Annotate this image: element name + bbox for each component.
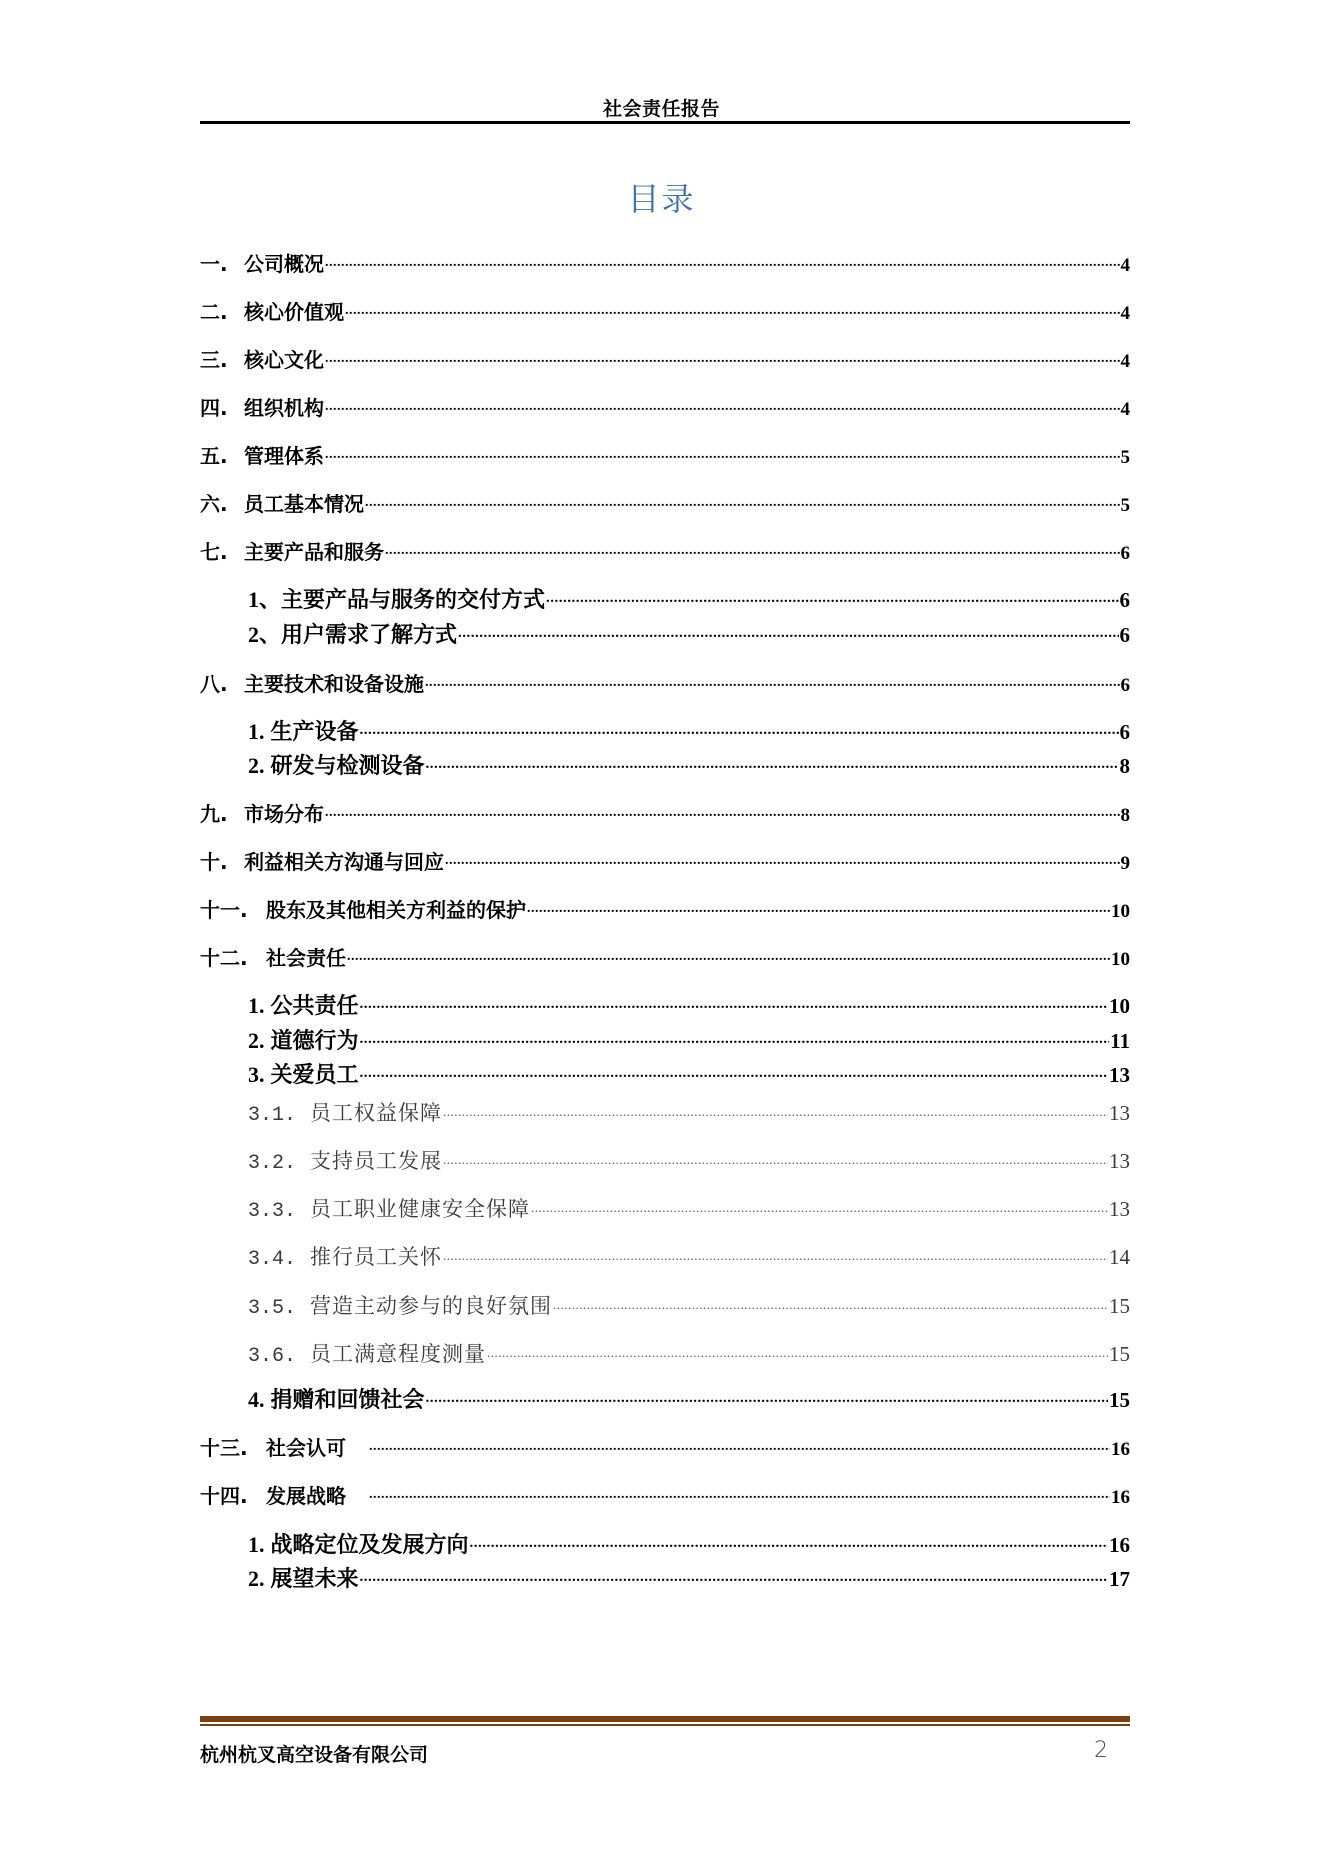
toc-subentry[interactable] — [248, 1058, 1130, 1089]
dot-leader — [443, 1243, 1108, 1264]
toc-entry-page: 4 — [1120, 255, 1130, 276]
dot-leader — [445, 849, 1120, 869]
toc-entry[interactable] — [200, 296, 1130, 325]
footer-divider-thin — [200, 1724, 1130, 1726]
toc-entry-page: 4 — [1120, 351, 1130, 372]
toc-entry-number: 十三. — [200, 1436, 248, 1460]
toc-entry-number: 1. — [248, 719, 265, 744]
dot-leader — [360, 991, 1108, 1013]
toc-entry[interactable] — [200, 248, 1130, 277]
toc-entry-page: 16 — [1111, 1439, 1130, 1460]
dot-leader — [443, 1147, 1108, 1168]
dot-leader — [470, 1530, 1108, 1552]
dot-leader — [369, 1435, 1110, 1455]
toc-subentry[interactable] — [248, 618, 1130, 649]
toc-entry-page: 10 — [1109, 994, 1130, 1018]
toc-entry-label: 股东及其他相关方利益的保护 — [266, 898, 526, 922]
toc-entry-label: 生产设备 — [270, 720, 359, 745]
dot-leader — [325, 801, 1120, 821]
toc-entry-page: 13 — [1109, 1197, 1130, 1221]
toc-entry-page: 16 — [1111, 1487, 1130, 1508]
toc-entry-label: 营造主动参与的良好氛围 — [310, 1294, 552, 1318]
footer-company-name: 杭州杭叉高空设备有限公司 — [200, 1744, 429, 1766]
toc-entry-number: 三. — [200, 348, 228, 372]
toc-subentry[interactable] — [248, 1383, 1130, 1414]
dot-leader — [425, 671, 1120, 691]
toc-entry[interactable] — [200, 846, 1130, 875]
toc-entry-label: 发展战略 — [266, 1484, 346, 1508]
toc-entry-number: 3.6. — [248, 1345, 297, 1368]
toc-entry-label: 员工权益保障 — [310, 1101, 442, 1125]
toc-entry-page: 6 — [1119, 720, 1130, 744]
toc-title: 目录 — [627, 180, 696, 218]
toc-entry-number: 十四. — [200, 1484, 248, 1508]
toc-entry-number: 3.4. — [248, 1248, 297, 1271]
toc-entry-page: 10 — [1111, 949, 1130, 970]
header-divider — [200, 121, 1130, 124]
toc-entry-label: 核心文化 — [244, 348, 324, 372]
dot-leader — [458, 620, 1118, 642]
toc-entry-label: 公共责任 — [270, 994, 359, 1019]
dot-leader — [369, 1483, 1110, 1503]
dot-leader — [360, 1026, 1110, 1048]
toc-entry-label: 社会认可 — [266, 1436, 346, 1460]
toc-entry-number: 六. — [200, 492, 228, 516]
toc-entry-page: 10 — [1111, 901, 1130, 922]
toc-entry-page: 17 — [1109, 1567, 1130, 1591]
toc-entry[interactable] — [200, 488, 1130, 517]
toc-entry-number: 1、 — [248, 587, 282, 612]
toc-subsubentry[interactable] — [248, 1290, 1130, 1320]
toc-entry-number: 五. — [200, 444, 228, 468]
toc-entry-label: 研发与检测设备 — [270, 754, 425, 779]
dot-leader — [443, 1099, 1108, 1120]
toc-entry[interactable] — [200, 668, 1130, 697]
toc-entry-label: 用户需求了解方式 — [281, 623, 458, 648]
toc-entry-page: 16 — [1109, 1533, 1130, 1557]
dot-leader — [360, 1564, 1108, 1586]
toc-entry-number: 1. — [248, 1532, 265, 1557]
dot-leader — [487, 1340, 1108, 1361]
toc-entry-label: 利益相关方沟通与回应 — [244, 850, 444, 874]
toc-entry-label: 组织机构 — [244, 396, 324, 420]
toc-entry[interactable] — [200, 894, 1130, 923]
dot-leader — [546, 585, 1118, 607]
toc-entry-label: 展望未来 — [270, 1567, 359, 1592]
toc-subsubentry[interactable] — [248, 1338, 1130, 1368]
toc-entry-label: 捐赠和回馈社会 — [270, 1388, 425, 1413]
dot-leader — [325, 347, 1120, 367]
dot-leader — [426, 1385, 1108, 1407]
toc-entry-number: 一. — [200, 252, 228, 276]
toc-subsubentry[interactable] — [248, 1145, 1130, 1175]
toc-entry-number: 4. — [248, 1387, 265, 1412]
dot-leader — [345, 299, 1120, 319]
toc-entry[interactable] — [200, 392, 1130, 421]
toc-subentry[interactable] — [248, 989, 1130, 1020]
toc-entry-label: 社会责任 — [266, 946, 346, 970]
toc-subentry[interactable] — [248, 1528, 1130, 1559]
toc-entry-number: 四. — [200, 396, 228, 420]
toc-entry-page: 6 — [1120, 543, 1130, 564]
toc-entry[interactable] — [200, 1480, 1130, 1509]
toc-entry-label: 主要产品与服务的交付方式 — [281, 588, 546, 613]
toc-entry-page: 8 — [1120, 805, 1130, 826]
toc-entry-label: 管理体系 — [244, 444, 324, 468]
running-header-title: 社会责任报告 — [602, 99, 720, 120]
toc-entry-number: 3.2. — [248, 1152, 297, 1175]
toc-entry-label: 市场分布 — [244, 802, 324, 826]
toc-entry-number: 3. — [248, 1062, 265, 1087]
toc-entry-number: 十一. — [200, 898, 248, 922]
toc-subentry[interactable] — [248, 583, 1130, 614]
toc-entry-page: 13 — [1109, 1063, 1130, 1087]
toc-entry-label: 推行员工关怀 — [310, 1245, 442, 1269]
toc-entry-page: 15 — [1109, 1388, 1130, 1412]
toc-entry-page: 13 — [1109, 1101, 1130, 1125]
dot-leader — [360, 1060, 1108, 1082]
dot-leader — [426, 751, 1119, 773]
dot-leader — [325, 443, 1120, 463]
toc-entry-page: 5 — [1120, 495, 1130, 516]
toc-entry-page: 11 — [1110, 1029, 1130, 1053]
toc-subentry[interactable] — [248, 1024, 1130, 1055]
toc-subentry[interactable] — [248, 1562, 1130, 1593]
toc-subentry[interactable] — [248, 749, 1130, 780]
toc-entry[interactable] — [200, 798, 1130, 827]
toc-entry[interactable] — [200, 440, 1130, 469]
toc-entry-number: 九. — [200, 802, 228, 826]
toc-entry-page: 14 — [1109, 1245, 1130, 1269]
toc-subsubentry[interactable] — [248, 1193, 1130, 1223]
toc-subentry[interactable] — [248, 715, 1130, 746]
toc-entry-page: 6 — [1120, 675, 1130, 696]
toc-entry-page: 4 — [1120, 303, 1130, 324]
toc-entry-label: 核心价值观 — [244, 300, 344, 324]
toc-entry-label: 员工职业健康安全保障 — [310, 1197, 530, 1221]
toc-entry[interactable] — [200, 536, 1130, 565]
toc-entry-number: 二. — [200, 300, 228, 324]
toc-subsubentry[interactable] — [248, 1241, 1130, 1271]
toc-entry-number: 2. — [248, 1028, 265, 1053]
toc-entry-page: 6 — [1119, 588, 1130, 612]
toc-entry-label: 主要产品和服务 — [244, 540, 384, 564]
dot-leader — [527, 897, 1110, 917]
toc-entry-page: 15 — [1109, 1294, 1130, 1318]
toc-entry-label: 员工满意程度测量 — [310, 1342, 486, 1366]
toc-entry-page: 8 — [1119, 754, 1130, 778]
toc-entry-number: 2. — [248, 753, 265, 778]
dot-leader — [347, 945, 1110, 965]
toc-entry-number: 2、 — [248, 622, 282, 647]
toc-entry-number: 3.5. — [248, 1297, 297, 1320]
toc-entry[interactable] — [200, 1432, 1130, 1461]
toc-entry-label: 战略定位及发展方向 — [270, 1533, 469, 1558]
toc-entry-label: 关爱员工 — [270, 1063, 359, 1088]
toc-entry-label: 员工基本情况 — [244, 492, 364, 516]
page-number: 2 — [1094, 1738, 1108, 1763]
dot-leader — [553, 1292, 1108, 1313]
dot-leader — [325, 251, 1120, 271]
toc-entry-number: 十二. — [200, 946, 248, 970]
dot-leader — [325, 395, 1120, 415]
toc-entry[interactable] — [200, 344, 1130, 373]
toc-entry-page: 13 — [1109, 1149, 1130, 1173]
toc-entry-number: 八. — [200, 672, 228, 696]
toc-entry-label: 支持员工发展 — [310, 1149, 442, 1173]
toc-entry-label: 公司概况 — [244, 252, 324, 276]
dot-leader — [531, 1195, 1108, 1216]
dot-leader — [365, 491, 1120, 511]
toc-entry-number: 十. — [200, 850, 228, 874]
toc-entry-page: 9 — [1120, 853, 1130, 874]
toc-entry-label: 主要技术和设备设施 — [244, 672, 424, 696]
footer-divider-thick — [200, 1716, 1130, 1722]
dot-leader — [385, 539, 1120, 559]
toc-entry-number: 3.1. — [248, 1104, 297, 1127]
toc-entry-number: 1. — [248, 993, 265, 1018]
toc-entry-number: 2. — [248, 1566, 265, 1591]
toc-entry-number: 七. — [200, 540, 228, 564]
toc-entry-number: 3.3. — [248, 1200, 297, 1223]
dot-leader — [360, 717, 1119, 739]
toc-subsubentry[interactable] — [248, 1097, 1130, 1127]
toc-entry-page: 6 — [1119, 623, 1130, 647]
toc-entry-page: 5 — [1120, 447, 1130, 468]
toc-entry-page: 15 — [1109, 1342, 1130, 1366]
toc-entry-page: 4 — [1120, 399, 1130, 420]
toc-entry[interactable] — [200, 942, 1130, 971]
toc-entry-label: 道德行为 — [270, 1029, 359, 1054]
